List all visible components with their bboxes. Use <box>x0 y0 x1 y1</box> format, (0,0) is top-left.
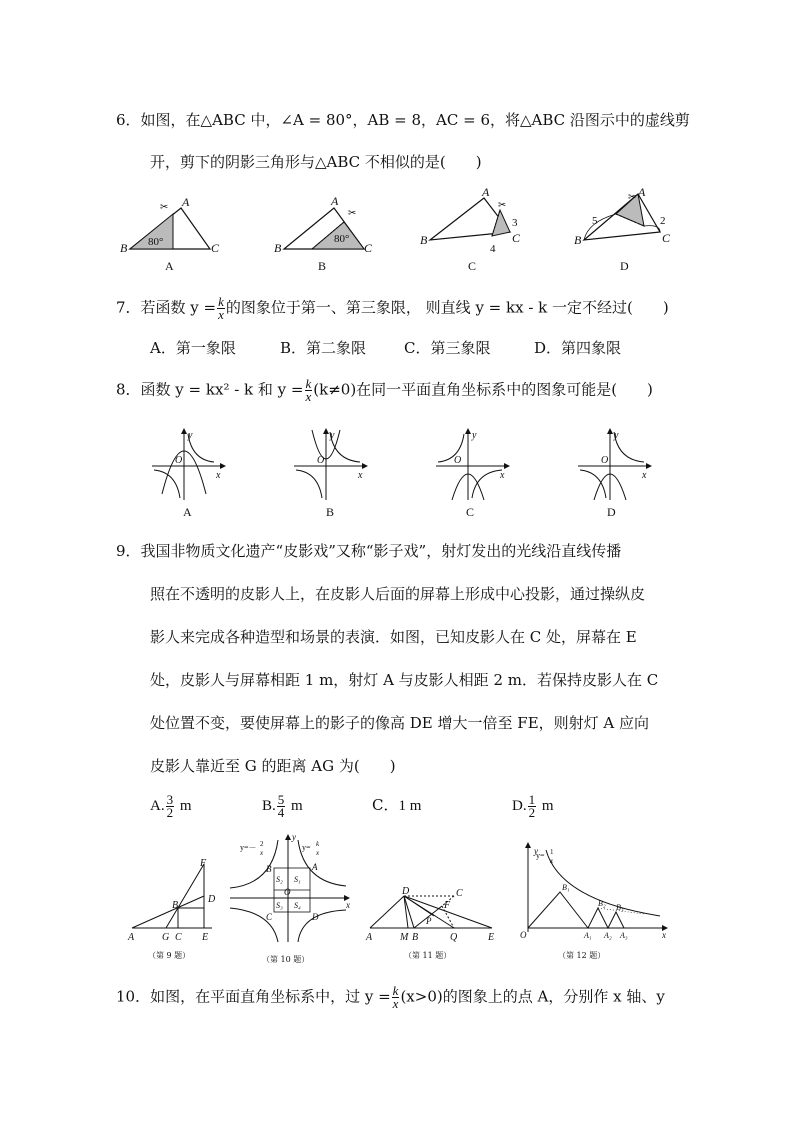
q6d-num-2: 2 <box>660 215 666 227</box>
q6b-angle: 80° <box>334 233 350 245</box>
svg-text:B: B <box>172 900 179 911</box>
q6-line-1: 6．如图，在△ABC 中，∠A = 80°，AB = 8，AC = 6，将△ABC 沿图示中的虚线剪 <box>116 111 690 129</box>
svg-text:G: G <box>162 932 170 943</box>
svg-text:y: y <box>188 430 193 441</box>
q6c-label-c: C <box>512 231 521 245</box>
q9-option-d: D. $\frac{1}{2}$ m <box>512 791 554 820</box>
svg-text:D: D <box>208 894 216 905</box>
svg-text:O: O <box>601 455 609 466</box>
q6d-label-a: A <box>638 185 646 199</box>
svg-text:S₁: S₁ <box>294 875 301 884</box>
svg-text:B: B <box>266 864 272 874</box>
svg-text:x: x <box>642 470 647 481</box>
q6-figure-a <box>118 192 228 272</box>
svg-text:2: 2 <box>260 840 264 848</box>
q6b-option: B <box>318 259 327 273</box>
svg-text:A₃: A₃ <box>620 931 628 940</box>
svg-text:y=: y= <box>302 843 311 852</box>
q8-stem <box>116 378 653 403</box>
svg-text:D: D <box>312 912 319 922</box>
svg-text:y: y <box>534 846 538 856</box>
q9-line-6: 皮影人靠近至 G 的距离 AG 为( ) <box>150 757 396 775</box>
svg-text:x: x <box>346 900 350 910</box>
caption-q10: （第 10 题） <box>262 955 310 964</box>
caption-q9: （第 9 题） <box>148 951 191 960</box>
scissors-icon: ✂ <box>160 202 169 213</box>
q6b-label-b: B <box>274 241 282 255</box>
svg-text:O: O <box>454 455 462 466</box>
svg-text:x: x <box>358 470 363 481</box>
q6d-label-c: C <box>662 231 671 245</box>
svg-text:B₃: B₃ <box>616 903 624 912</box>
q6b-label-c: C <box>364 241 373 255</box>
svg-text:x: x <box>662 930 666 940</box>
q8-fraction: $\frac{k}{x}$ <box>305 376 312 404</box>
svg-text:y=: y= <box>536 851 545 860</box>
q8-graph-c <box>432 428 512 520</box>
q6a-angle: 80° <box>148 236 164 248</box>
svg-text:B₁: B₁ <box>562 883 570 892</box>
svg-text:O: O <box>520 930 527 940</box>
svg-text:A₁: A₁ <box>584 931 592 940</box>
svg-text:S₂: S₂ <box>276 875 283 884</box>
svg-text:O: O <box>175 455 183 466</box>
q6-figure-c <box>418 186 538 272</box>
scissors-icon: ✂ <box>348 208 357 219</box>
q6c-option: C <box>468 259 477 273</box>
q8-graph-b <box>290 428 370 520</box>
svg-text:x: x <box>216 470 221 481</box>
q7-fraction: $\frac{k}{x}$ <box>218 294 224 322</box>
caption-q12: （第 12 题） <box>558 951 606 960</box>
svg-text:A: A <box>366 932 373 943</box>
svg-text:y: y <box>614 430 619 441</box>
figure-q12 <box>516 840 676 966</box>
svg-text:x: x <box>500 470 505 481</box>
q9-option-b: B. $\frac{5}{4}$ m <box>262 791 303 820</box>
svg-text:D: D <box>402 886 410 897</box>
q9-line-2: 照在不透明的皮影人上，在皮影人后面的屏幕上形成中心投影，通过操纵皮 <box>150 585 646 603</box>
q6b-label-a: A <box>331 194 339 208</box>
svg-text:O: O <box>317 455 325 466</box>
q6-figure-d <box>572 186 692 272</box>
q9-line-1: 9．我国非物质文化遗产“皮影戏”又称“影子戏”，射灯发出的光线沿直线传播 <box>116 542 622 560</box>
svg-text:y=－: y=－ <box>240 843 257 852</box>
scissors-icon: ✂ <box>498 200 507 211</box>
svg-text:A: A <box>312 862 318 872</box>
svg-text:A: A <box>128 932 135 943</box>
svg-text:E: E <box>202 932 209 943</box>
q7-stem <box>116 296 669 321</box>
q6a-option: A <box>165 259 174 273</box>
q6d-num-5: 5 <box>592 215 598 227</box>
q9-line-4: 处，皮影人与屏幕相距 1 m，射灯 A 与皮影人相距 2 m．若保持皮影人在 C <box>150 671 659 689</box>
svg-text:x: x <box>316 849 320 857</box>
q8-graph-d <box>574 428 654 520</box>
svg-text:x: x <box>550 857 554 865</box>
svg-text:C: C <box>266 912 273 922</box>
svg-text:E: E <box>488 932 495 943</box>
svg-text:F: F <box>444 900 451 911</box>
q9-option-c: C．1 m <box>372 796 422 814</box>
q8-prefix: 8．函数 y = kx² - k 和 y = <box>116 380 304 399</box>
svg-text:S₄: S₄ <box>294 901 301 910</box>
caption-q11: （第 11 题） <box>404 951 452 960</box>
q6-figure-b <box>272 192 382 272</box>
figure-q9 <box>124 856 224 966</box>
q9-option-a: A. $\frac{3}{2}$ m <box>150 791 192 820</box>
svg-text:S₃: S₃ <box>276 901 283 910</box>
svg-text:C: C <box>175 932 182 943</box>
q7-suffix: 的图象位于第一、第三象限， 则直线 y = kx - k 一定不经过( ) <box>225 298 669 317</box>
svg-text:P: P <box>426 916 432 926</box>
q8-label-d: D <box>607 505 616 519</box>
q8-label-b: B <box>326 505 335 519</box>
q8-label-a: A <box>183 505 192 519</box>
q8-suffix: (k≠0)在同一平面直角坐标系中的图象可能是( ) <box>313 380 653 399</box>
q9-line-5: 处位置不变，要使屏幕上的影子的像高 DE 增大一倍至 FE，则射灯 A 应向 <box>150 714 650 732</box>
svg-text:1: 1 <box>550 848 554 856</box>
svg-text:A₂: A₂ <box>604 931 612 940</box>
svg-text:C: C <box>456 888 463 899</box>
q6d-label-b: B <box>574 233 582 247</box>
q6-line-2: 开，剪下的阴影三角形与△ABC 不相似的是( ) <box>150 153 482 171</box>
figure-q11 <box>362 856 502 966</box>
q8-label-c: C <box>466 505 475 519</box>
q10-suffix: (x>0)的图象上的点 A，分别作 x 轴、y <box>400 987 665 1006</box>
q10-prefix: 10．如图，在平面直角坐标系中，过 y = <box>116 987 391 1006</box>
q9-line-3: 影人来完成各种造型和场景的表演．如图，已知皮影人在 C 处，屏幕在 E <box>150 628 637 646</box>
svg-text:F: F <box>200 858 207 869</box>
q7-option-c: C．第三象限 <box>404 339 491 357</box>
q8-graph-a <box>148 428 228 520</box>
svg-text:y: y <box>330 430 335 441</box>
q6c-label-a: A <box>482 185 490 199</box>
q7-prefix: 7．若函数 y = <box>116 298 217 317</box>
figure-q10 <box>226 832 356 966</box>
q6a-label-c: C <box>211 241 220 255</box>
q10-stem <box>116 985 665 1010</box>
svg-text:y: y <box>472 430 477 441</box>
q6c-label-b: B <box>420 233 428 247</box>
q6a-label-b: B <box>120 241 128 255</box>
svg-text:k: k <box>316 840 320 848</box>
svg-text:O: O <box>284 887 291 897</box>
q10-fraction: $\frac{k}{x}$ <box>392 983 399 1011</box>
q6d-option: D <box>620 259 629 273</box>
q6c-num-4: 4 <box>490 243 496 255</box>
svg-text:x: x <box>260 849 264 857</box>
q7-option-a: A．第一象限 <box>150 339 236 357</box>
scissors-icon: ✂ <box>628 192 637 203</box>
svg-text:y: y <box>292 832 296 842</box>
svg-text:B: B <box>412 932 419 943</box>
q6c-num-3: 3 <box>512 217 518 229</box>
q7-option-b: B．第二象限 <box>280 339 367 357</box>
svg-text:Q: Q <box>450 932 458 943</box>
q7-option-d: D．第四象限 <box>534 339 622 357</box>
q6a-label-a: A <box>182 195 190 209</box>
svg-text:B₂: B₂ <box>598 899 606 908</box>
svg-text:M: M <box>400 932 409 943</box>
